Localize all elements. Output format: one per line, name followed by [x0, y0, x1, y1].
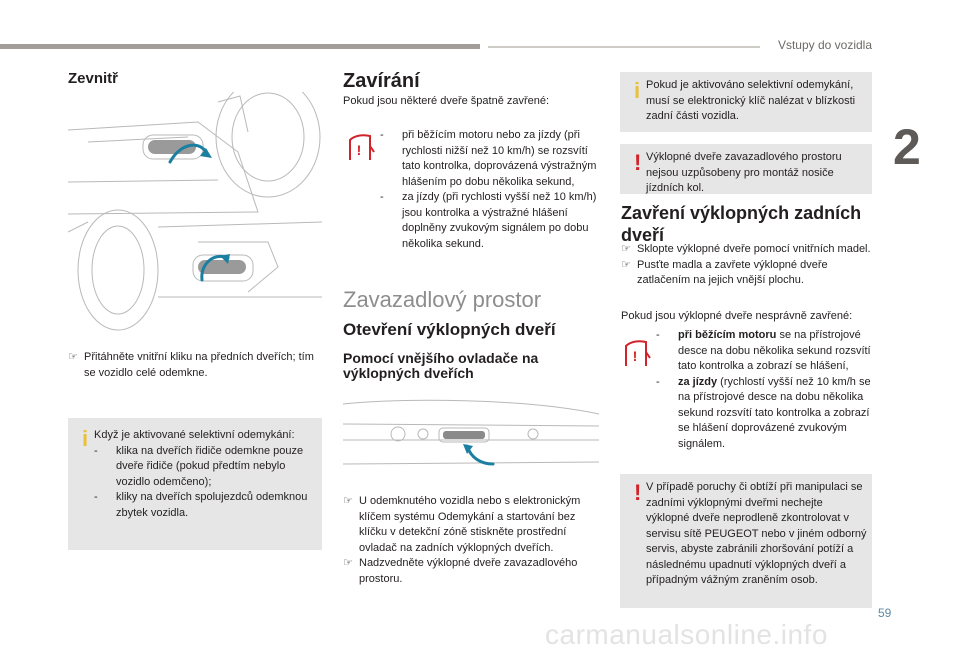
col1-bullet: ☞ Přitáhněte vnitřní kliku na předních dveřích; tím se vozidlo celé odemkne. [68, 351, 314, 379]
info-box-selective-unlock [68, 418, 322, 550]
interior-handle-illustration [68, 92, 322, 342]
finger-pointer-icon: ☞ [621, 258, 631, 271]
info-icon: i [634, 78, 641, 103]
list-item: - klika na dveřích řidiče odemkne pouze dveře řidiče (pokud předtím nebylo vozidlo odemčeno); [94, 444, 304, 488]
svg-text:!: ! [356, 142, 362, 158]
list-item: - za jízdy (při rychlosti vyšší než 10 km/h) jsou kontrolka a výstražné hlášení doplněny zvukovým signálem po dobu několika sekund. [380, 191, 597, 250]
info-box-electronic-key: i Pokud je aktivováno selektivní odemykání, musí se elektronický klíč nalézat v blízkosti zadní části vozidla. [620, 72, 872, 132]
section-title: Vstupy do vozidla [777, 38, 872, 52]
svg-text:!: ! [632, 348, 638, 364]
col2-bullets [343, 494, 603, 587]
info-intro: Když je aktivované selektivní odemykání: [94, 429, 295, 441]
col3-list [656, 328, 874, 452]
heading-zevnitr: Zevnitř [68, 70, 119, 87]
info-icon: i [82, 426, 89, 451]
col2-list [380, 128, 602, 252]
tailgate-button-illustration [343, 394, 599, 480]
door-open-warning-icon [620, 338, 654, 372]
list-item: ☞ U odemknutého vozidla nebo s elektronickým klíčem systému Odemykání a startování bez klíčku v detekční zóně stiskněte prostřední ovladač na zadních výklopných dveřích. [343, 495, 581, 554]
list-item: ☞ Sklopte výklopné dveře pomocí vnitřních madel. [621, 242, 876, 258]
warning-box-malfunction: ! V případě poruchy či obtíží při manipulaci se zadními výklopnými dveřmi nechejte výklopné dveře neprodleně zkontrolovat v servisu sítě PEUGEOT nebo v jiném odborný servis, abyste zabránili zhoršování potíží a následnému upadnutí výklopných dveří a případným vážným zraněním osob. [620, 474, 872, 608]
list-item: - kliky na dveřích spolujezdců odemknou zbytek vozidla. [94, 491, 308, 519]
heading-vnejsi-ovladac: Pomocí vnějšího ovladače na výklopných dveřích [343, 350, 539, 381]
list-item: - při běžícím motoru se na přístrojové desce na dobu několika sekund rozsvítí tato kontrolka a zobrazí se hlášení, [656, 329, 871, 372]
list-item: - za jízdy (rychlostí vyšší než 10 km/h se na přístrojové desce na dobu několika sekund rozsvítí tato kontrolka a zobrazí se hlášení doprovázené zvukovým signálem. [656, 375, 871, 450]
door-open-warning-icon [344, 132, 378, 166]
page-number: 59 [878, 606, 892, 620]
finger-pointer-icon: ☞ [621, 243, 631, 255]
list-item: ☞ Pusťte madla a zavřete výklopné dveře zatlačením na jejich vnější plochu. [621, 258, 828, 286]
heading-zavreni: Zavření výklopných zadních dveří [621, 203, 862, 245]
finger-pointer-icon: ☞ [68, 351, 78, 363]
list-item: - při běžícím motoru nebo za jízdy (při rychlosti nižší než 10 km/h) se rozsvítí tato kontrolka, doprovázená výstražným hlášením po dobu několika sekund, [380, 129, 597, 188]
finger-pointer-icon: ☞ [343, 557, 353, 569]
chapter-number: 2 [893, 119, 921, 175]
warning-icon: ! [634, 480, 642, 505]
warning-box-bike-carrier: ! Výklopné dveře zavazadlového prostoru nejsou uzpůsobeny pro montáž nosiče jízdních kol. [620, 144, 872, 194]
col3-intro: Pokud jsou výklopné dveře nesprávně zavřené: [621, 310, 853, 322]
finger-pointer-icon: ☞ [343, 495, 353, 507]
watermark: carmanualsonline.info [545, 619, 828, 649]
list-item: ☞ Nadzvedněte výklopné dveře zavazadlového prostoru. [343, 557, 578, 585]
heading-zavirani: Zavírání [343, 70, 420, 92]
section-title-zavazadlovy: Zavazadlový prostor [343, 287, 542, 312]
header-bar [0, 44, 480, 49]
warning-icon: ! [634, 150, 642, 175]
col2-intro: Pokud jsou některé dveře špatně zavřené: [343, 95, 550, 107]
header-rule [488, 46, 760, 48]
heading-otevreni: Otevření výklopných dveří [343, 320, 556, 339]
col3-bullets [621, 242, 876, 289]
